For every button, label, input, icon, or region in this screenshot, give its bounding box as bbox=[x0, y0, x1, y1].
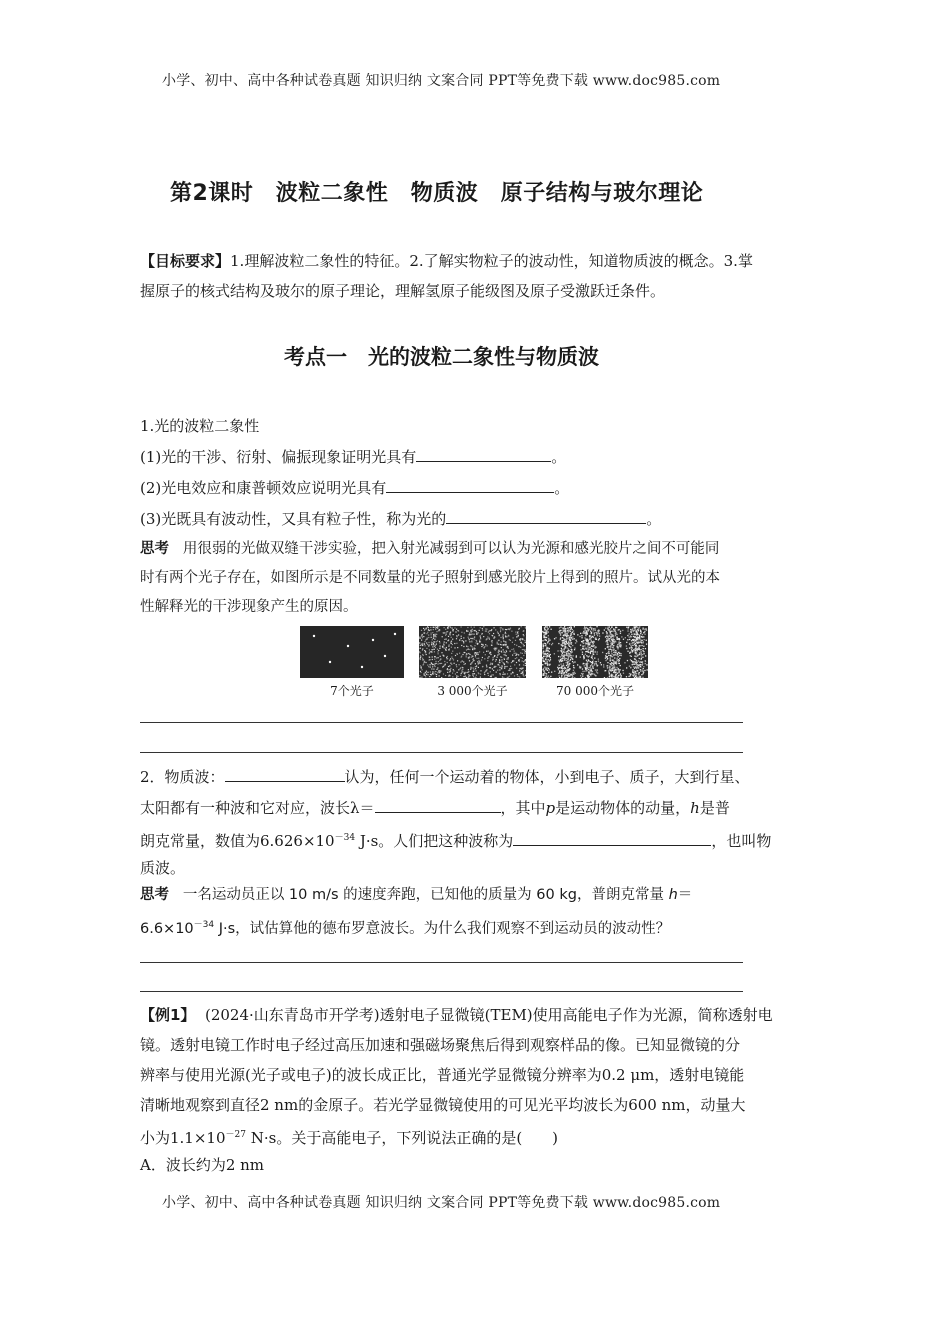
think-label: 思考 bbox=[140, 541, 169, 557]
photo-70000-photons bbox=[542, 626, 648, 678]
part2-text3b: J·s。人们把这种波称为 bbox=[355, 832, 514, 850]
answer-line[interactable] bbox=[140, 962, 743, 963]
think2-line2 bbox=[140, 914, 670, 940]
caption-3000-photons: 3 000个光子 bbox=[437, 684, 508, 698]
part2-text1: 认为，任何一个运动着的物体，小到电子、质子，大到行星、 bbox=[344, 768, 750, 786]
think2-line1 bbox=[140, 884, 692, 906]
photo-3000-photons bbox=[419, 626, 526, 678]
part2-line1 bbox=[140, 766, 750, 788]
period: 。 bbox=[554, 479, 570, 497]
example-text1: (2024·山东青岛市开学考)透射电子显微镜(TEM)使用高能电子作为光源，简称透射电 bbox=[204, 1006, 773, 1024]
example-label: 【例1】 bbox=[140, 1006, 196, 1024]
example-line4: 清晰地观察到直径2 nm的金原子。若光学显微镜使用的可见光平均波长为600 nm，动量大 bbox=[140, 1096, 746, 1114]
period: 。 bbox=[646, 510, 662, 528]
example-line5 bbox=[140, 1124, 558, 1149]
exponent: －34 bbox=[193, 920, 215, 930]
think1-line2: 时有两个光子存在，如图所示是不同数量的光子照射到感光胶片上得到的照片。试从光的本 bbox=[140, 570, 720, 586]
example-text5a: 小为1.1×10 bbox=[140, 1129, 226, 1147]
example-text5b: N·s。关于高能电子，下列说法正确的是( ) bbox=[245, 1129, 559, 1147]
answer-blank[interactable] bbox=[446, 509, 646, 524]
answer-line[interactable] bbox=[140, 991, 743, 992]
photo-7-photons bbox=[300, 626, 404, 678]
part2-line4: 质波。 bbox=[140, 859, 186, 877]
example-line3: 辨率与使用光源(光子或电子)的波长成正比，普通光学显微镜分辨率为0.2 μm，透射电镜能 bbox=[140, 1066, 745, 1084]
part1-item1-text: (1)光的干涉、衍射、偏振现象证明光具有 bbox=[140, 448, 417, 466]
answer-blank[interactable] bbox=[513, 831, 711, 846]
part2-line2 bbox=[140, 797, 730, 819]
think1-line3: 性解释光的干涉现象产生的原因。 bbox=[140, 599, 358, 615]
example-line1 bbox=[140, 1004, 773, 1026]
part2-text2a: 太阳都有一种波和它对应，波长λ＝ bbox=[140, 799, 375, 817]
part2-text2b: ，其中 bbox=[500, 799, 546, 817]
think1-line1 bbox=[140, 538, 719, 560]
section-title: 考点一 光的波粒二象性与物质波 bbox=[284, 345, 599, 369]
think2-text1: 一名运动员正以 10 m/s 的速度奔跑，已知他的质量为 60 kg，普朗克常量 bbox=[182, 887, 664, 903]
think2-text2a: 6.6×10 bbox=[140, 920, 194, 937]
part1-item1 bbox=[140, 446, 566, 468]
period: 。 bbox=[551, 448, 567, 466]
part1-item3 bbox=[140, 508, 661, 530]
answer-line[interactable] bbox=[140, 752, 743, 753]
think1-text1: 用很弱的光做双缝干涉实验，把入射光减弱到可以认为光源和感光胶片之间不可能同 bbox=[182, 541, 720, 557]
symbol-h: h bbox=[690, 799, 700, 817]
part1-item2 bbox=[140, 477, 569, 499]
exponent: －27 bbox=[225, 1130, 246, 1140]
objectives-line2: 握原子的核式结构及玻尔的原子理论，理解氢原子能级图及原子受激跃迁条件。 bbox=[140, 282, 666, 300]
think-label: 思考 bbox=[140, 887, 169, 903]
answer-blank[interactable] bbox=[416, 447, 551, 462]
equals: ＝ bbox=[677, 887, 693, 903]
part1-heading: 1.光的波粒二象性 bbox=[140, 417, 260, 435]
caption-70000-photons: 70 000个光子 bbox=[556, 684, 634, 698]
objectives-line1 bbox=[140, 250, 753, 272]
page-title: 第2课时 波粒二象性 物质波 原子结构与玻尔理论 bbox=[170, 181, 704, 206]
page-header: 小学、初中、高中各种试卷真题 知识归纳 文案合同 PPT等免费下载 www.doc985.com bbox=[162, 73, 721, 89]
caption-7-photons: 7个光子 bbox=[330, 684, 374, 698]
answer-line[interactable] bbox=[140, 722, 743, 723]
part2-line3 bbox=[140, 827, 771, 852]
think2-text2b: J·s，试估算他的德布罗意波长。为什么我们观察不到运动员的波动性？ bbox=[214, 920, 671, 937]
symbol-p: p bbox=[545, 799, 556, 817]
option-a[interactable]: A．波长约为2 nm bbox=[140, 1156, 265, 1174]
part1-item3-text: (3)光既具有波动性，又具有粒子性，称为光的 bbox=[140, 510, 447, 528]
part2-text3c: ，也叫物 bbox=[711, 832, 772, 850]
objectives-text1: 1.理解波粒二象性的特征。2.了解实物粒子的波动性，知道物质波的概念。3.掌 bbox=[230, 252, 753, 270]
example-line2: 镜。透射电镜工作时电子经过高压加速和强磁场聚焦后得到观察样品的像。已知显微镜的分 bbox=[140, 1036, 741, 1054]
exponent: －34 bbox=[334, 833, 356, 843]
answer-blank[interactable] bbox=[225, 767, 345, 782]
part2-text2c: 是运动物体的动量， bbox=[555, 799, 691, 817]
part1-item2-text: (2)光电效应和康普顿效应说明光具有 bbox=[140, 479, 387, 497]
symbol-h: h bbox=[668, 887, 678, 903]
part2-heading: 2．物质波： bbox=[140, 768, 225, 786]
answer-blank[interactable] bbox=[386, 478, 554, 493]
answer-blank[interactable] bbox=[375, 798, 501, 813]
part2-text3a: 朗克常量，数值为6.626×10 bbox=[140, 832, 335, 850]
part2-text2d: 是普 bbox=[699, 799, 730, 817]
page-footer: 小学、初中、高中各种试卷真题 知识归纳 文案合同 PPT等免费下载 www.doc985.com bbox=[162, 1195, 721, 1211]
objectives-label: 【目标要求】 bbox=[140, 252, 231, 270]
